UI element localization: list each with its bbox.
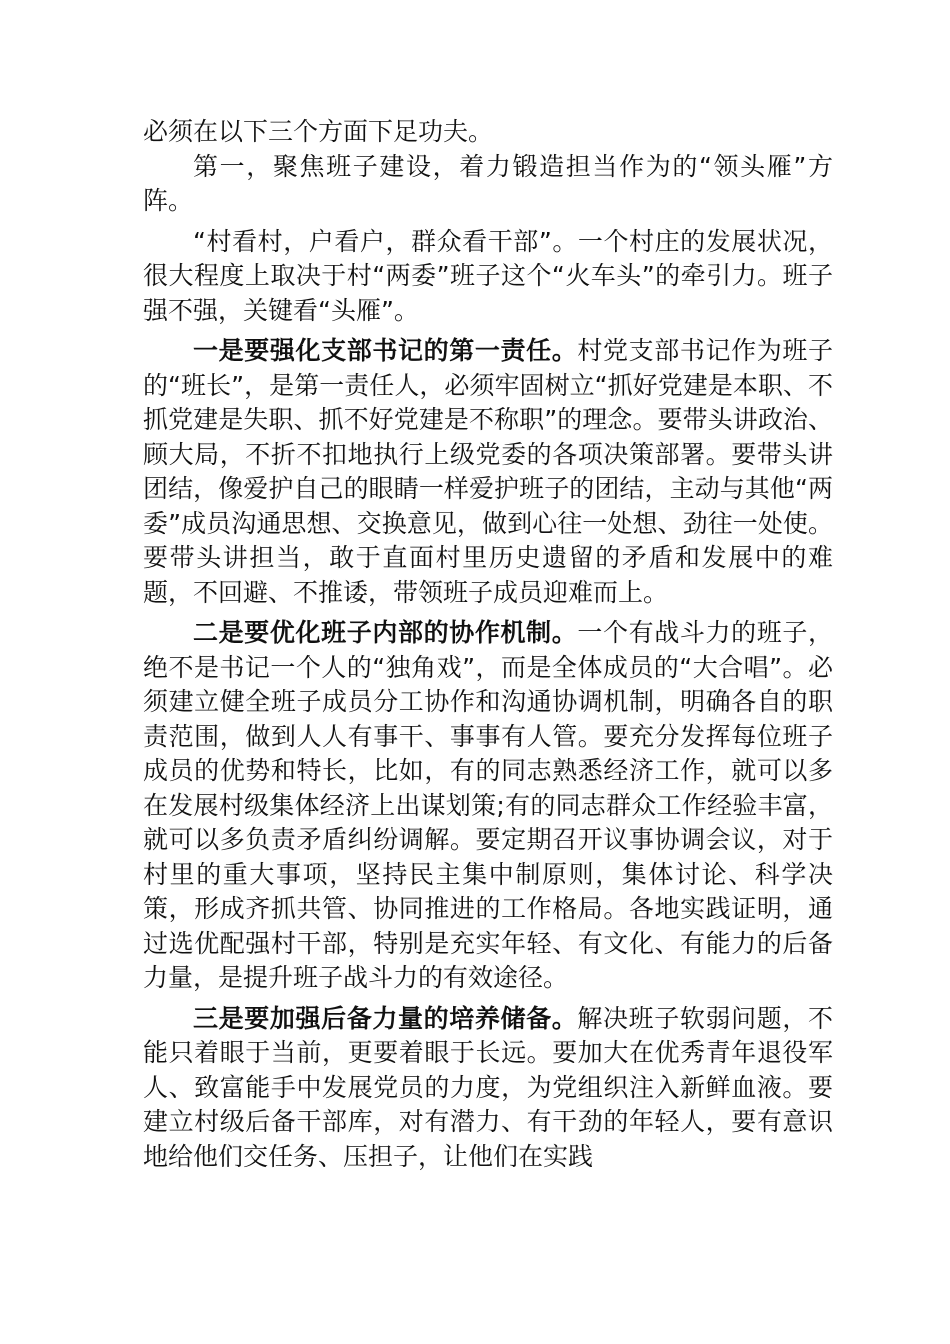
point-one-body: 村党支部书记作为班子的“班长”，是第一责任人，必须牢固树立“抓好党建是本职、不抓党建是失职、抓不好党建是不称职”的理念。要带头讲政治、顾大局，不折不扣地执行上级党委的各项决策部署。要带头讲团结，像爱护自己的眼睛一样爱护班子的团结，主动与其他“两委”成员沟通思想、交换意见，做到心往一处想、劲往一处使。要带头讲担当，敢于直面村里历史遗留的矛盾和发展中的难题，不回避、不推诿，带领班子成员迎难而上。 bbox=[143, 336, 833, 607]
document-page bbox=[143, 115, 833, 1174]
paragraph-section-one-title: 第一，聚焦班子建设，着力锻造担当作为的“领头雁”方阵。 bbox=[143, 151, 833, 215]
paragraph-point-one bbox=[143, 334, 833, 610]
paragraph-village-saying: “村看村，户看户，群众看干部”。一个村庄的发展状况，很大程度上取决于村“两委”班子这个“火车头”的牵引力。班子强不强，关键看“头雁”。 bbox=[143, 226, 833, 325]
paragraph-intro-continuation: 必须在以下三个方面下足功夫。 bbox=[143, 117, 494, 146]
point-two-heading: 二是要优化班子内部的协作机制。 bbox=[193, 618, 578, 647]
point-three-body: 解决班子软弱问题，不能只着眼于当前，更要着眼于长远。要加大在优秀青年退役军人、致富能手中发展党员的力度，为党组织注入新鲜血液。要建立村级后备干部库，对有潜力、有干劲的年轻人，要有意识地给他们交任务、压担子，让他们在实践 bbox=[143, 1003, 833, 1171]
point-one-heading: 一是要强化支部书记的第一责任。 bbox=[193, 336, 578, 365]
point-two-body: 一个有战斗力的班子，绝不是书记一个人的“独角戏”，而是全体成员的“大合唱”。必须建立健全班子成员分工协作和沟通协调机制，明确各自的职责范围，做到人人有事干、事事有人管。要充分发挥每位班子成员的优势和特长，比如，有的同志熟悉经济工作，就可以多在发展村级集体经济上出谋划策;有的同志群众工作经验丰富，就可以多负责矛盾纠纷调解。要定期召开议事协调会议，对于村里的重大事项，坚持民主集中制原则，集体讨论、科学决策，形成齐抓共管、协同推进的工作格局。各地实践证明，通过选优配强村干部，特别是充实年轻、有文化、有能力的后备力量，是提升班子战斗力的有效途径。 bbox=[143, 618, 833, 992]
paragraph-point-three bbox=[143, 1002, 833, 1175]
paragraph-point-two bbox=[143, 616, 833, 996]
point-three-heading: 三是要加强后备力量的培养储备。 bbox=[193, 1003, 578, 1033]
